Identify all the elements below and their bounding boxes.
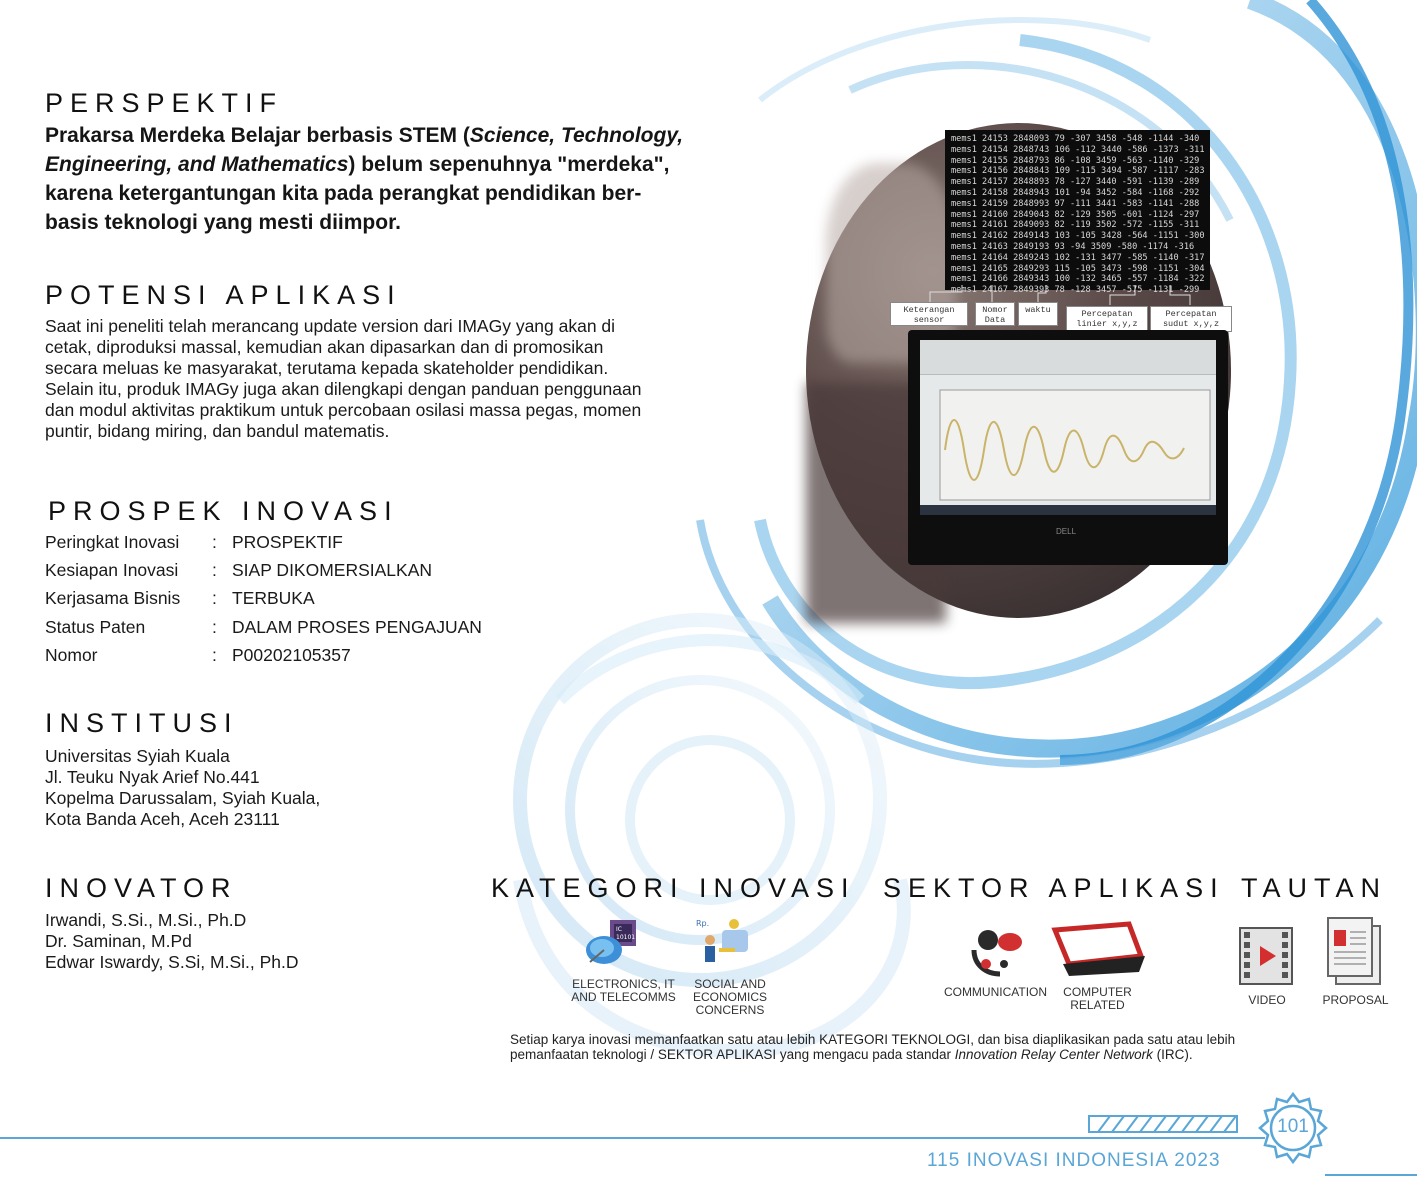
sektor-communication <box>938 920 1053 1010</box>
label-line: COMPUTER <box>1063 985 1132 999</box>
satellite-chip-icon <box>582 916 642 968</box>
prospek-colon: : <box>212 644 217 665</box>
label-line: CONCERNS <box>695 1003 765 1017</box>
oscillation-waveform <box>940 390 1210 500</box>
label-line: ECONOMICS <box>692 990 767 1004</box>
terminal-line: mems1 24160 2849043 82 -129 3505 -601 -1124 -297 <box>951 209 1200 220</box>
proposal-link[interactable] <box>1318 916 1393 1011</box>
terminal-line: mems1 24163 2849193 93 -94 3509 -580 -1174 -316 <box>951 241 1195 252</box>
potensi-line: secara meluas ke masyarakat, terutama kepada skateholder pendidikan. <box>45 358 609 378</box>
prospek-colon: : <box>212 559 217 580</box>
potensi-line: Selain itu, produk IMAGy juga akan dilengkapi dengan panduan penggunaan <box>45 379 642 399</box>
address-line: Universitas Syiah Kuala <box>45 746 230 766</box>
prospek-row <box>45 556 525 584</box>
tautan-heading: TAUTAN <box>1241 873 1387 903</box>
note-line <box>510 1047 1390 1062</box>
terminal-line: mems1 24162 2849143 103 -105 3428 -564 -1151 -300 <box>951 231 1205 242</box>
inovator-name: Edwar Iswardy, S.Si, M.Si., Ph.D <box>45 952 299 972</box>
sektor-label: COMMUNICATION <box>943 985 1048 999</box>
prospek-value: TERBUKA <box>232 588 315 609</box>
terminal-line: mems1 24166 2849343 100 -132 3465 -557 -1184 -322 <box>951 274 1205 285</box>
potensi-text <box>45 316 775 442</box>
footer-title: 115 INOVASI INDONESIA 2023 <box>927 1150 1221 1171</box>
footer-rule-right <box>1325 1174 1417 1176</box>
potensi-line: puntir, bidang miring, dan bandul matematis. <box>45 421 390 441</box>
prospek-key: Peringkat Inovasi <box>45 531 180 552</box>
video-icon <box>1238 926 1294 986</box>
perspektif-line: karena ketergantungan kita pada perangkat pendidikan ber- <box>45 182 642 205</box>
kategori-label <box>566 978 681 1004</box>
legend-connector-lines <box>880 285 1240 310</box>
inovator-name: Dr. Saminan, M.Pd <box>45 931 192 951</box>
perspektif-line <box>45 150 785 179</box>
prospek-key: Status Paten <box>45 616 146 637</box>
proposal-document-icon <box>1326 916 1386 988</box>
sektor-heading: SEKTOR APLIKASI <box>883 873 1225 903</box>
terminal-line: mems1 24156 2848843 109 -115 3494 -587 -1117 -283 <box>951 166 1205 177</box>
prospek-value: P00202105357 <box>232 644 351 665</box>
terminal-line: mems1 24161 2849093 82 -119 3502 -572 -1155 -311 <box>951 220 1200 231</box>
proposal-label: PROPOSAL <box>1322 993 1389 1007</box>
terminal-line: mems1 24165 2849293 115 -105 3473 -598 -1151 -304 <box>951 263 1205 274</box>
note-line: Setiap karya inovasi memanfaatkan satu atau lebih KATEGORI TEKNOLOGI, dan bisa diaplikasikan pada satu atau lebih <box>510 1032 1236 1047</box>
kategori-social-economics <box>680 916 780 1026</box>
label-line: AND TELECOMMS <box>571 990 676 1004</box>
perspektif-line: basis teknologi yang mesti diimpor. <box>45 211 401 234</box>
terminal-line: mems1 24159 2848993 97 -111 3441 -583 -1141 -288 <box>951 198 1200 209</box>
prospek-value: PROSPEKTIF <box>232 531 343 552</box>
institusi-heading: INSTITUSI <box>45 708 239 738</box>
prospek-colon: : <box>212 588 217 609</box>
terminal-line: mems1 24164 2849243 102 -131 3477 -585 -1140 -317 <box>951 252 1205 263</box>
prospek-colon: : <box>212 531 217 552</box>
label-line: SOCIAL AND <box>694 977 766 991</box>
potensi-heading: POTENSI APLIKASI <box>45 280 402 310</box>
prospek-value: SIAP DIKOMERSIALKAN <box>232 559 433 580</box>
terminal-line: mems1 24157 2848893 78 -127 3440 -591 -1139 -289 <box>951 177 1200 188</box>
inovator-name: Irwandi, S.Si., M.Si., Ph.D <box>45 910 247 930</box>
taskbar <box>920 505 1216 515</box>
kategori-electronics <box>566 916 681 1016</box>
perspektif-heading: PERSPEKTIF <box>45 88 284 118</box>
terminal-line: mems1 24167 2849393 78 -128 3457 -575 -1131 -299 <box>951 285 1200 296</box>
irc-note <box>510 1032 1390 1062</box>
potensi-line: Saat ini peneliti telah merancang update version dari IMAGy yang akan di <box>45 316 616 336</box>
address-line: Kota Banda Aceh, Aceh 23111 <box>45 809 280 829</box>
terminal-line: mems1 24153 2848093 79 -307 3458 -548 -1144 -340 <box>951 134 1200 144</box>
prospek-row <box>45 528 525 556</box>
address-line: Jl. Teuku Nyak Arief No.441 <box>45 767 260 787</box>
sektor-computer <box>1045 920 1150 1020</box>
sektor-label <box>1045 986 1150 1012</box>
address-line: Kopelma Darussalam, Syiah Kuala, <box>45 788 321 808</box>
prospek-key: Kesiapan Inovasi <box>45 559 179 580</box>
perspektif-text <box>45 121 785 237</box>
legend-line: Data <box>984 315 1006 325</box>
legend-line: Percepatan <box>1081 309 1133 319</box>
legend-line: Nomor <box>982 305 1008 315</box>
prospek-key: Nomor <box>45 644 98 665</box>
inovator-heading: INOVATOR <box>45 873 238 903</box>
chip-text-2: 10101 <box>616 934 636 941</box>
video-label: VIDEO <box>1248 993 1286 1007</box>
text-span: pemanfaatan teknologi / SEKTOR APLIKASI yang mengacu pada standar <box>510 1047 955 1062</box>
kategori-heading: KATEGORI INOVASI <box>491 873 856 903</box>
laptop-screen <box>920 340 1216 515</box>
computer-icon <box>1049 920 1145 978</box>
footer-hatch-icon <box>1088 1112 1256 1134</box>
screen-toolbar <box>920 340 1216 375</box>
social-economics-icon <box>692 916 752 968</box>
text-span-italic: Science, Technology, <box>469 124 684 147</box>
prospek-colon: : <box>212 616 217 637</box>
rp-text: Rp. <box>696 919 710 928</box>
terminal-line: mems1 24158 2848943 101 -94 3452 -584 -1168 -292 <box>951 187 1200 198</box>
text-span-italic: Engineering, and Mathematics <box>45 153 349 176</box>
text-span-italic: Innovation Relay Center Network <box>954 1047 1153 1062</box>
perspektif-line <box>45 121 785 150</box>
legend-line: Percepatan <box>1165 309 1217 319</box>
prospek-heading: PROSPEK INOVASI <box>48 496 399 526</box>
legend-line: waktu <box>1025 305 1051 315</box>
terminal-line: mems1 24154 2848743 106 -112 3440 -586 -1373 -311 <box>951 144 1205 155</box>
terminal-line: mems1 24155 2848793 86 -108 3459 -563 -1140 -329 <box>951 155 1200 166</box>
text-span: ) belum sepenuhnya "merdeka", <box>348 153 670 176</box>
prospek-row <box>45 613 525 641</box>
label-line: ELECTRONICS, IT <box>572 977 675 991</box>
potensi-line: dan modul aktivitas praktikum untuk percobaan osilasi massa pegas, momen <box>45 400 642 420</box>
laptop-brand: DELL <box>1056 527 1077 536</box>
prospek-value: DALAM PROSES PENGAJUAN <box>232 616 482 637</box>
legend-line: Keterangan <box>903 305 955 315</box>
prospek-row <box>45 585 525 613</box>
institusi-address <box>45 746 320 830</box>
terminal-output <box>945 130 1210 296</box>
legend-line: sensor <box>913 315 945 325</box>
inovator-list <box>45 910 299 973</box>
label-line: RELATED <box>1070 998 1125 1012</box>
legend-line: linier x,y,z <box>1076 319 1138 329</box>
chip-text-1: IC <box>616 926 622 933</box>
kategori-label <box>680 978 780 1017</box>
prospek-key: Kerjasama Bisnis <box>45 588 181 609</box>
prospek-row <box>45 641 525 669</box>
potensi-line: cetak, diproduksi massal, kemudian akan dipasarkan dan di promosikan <box>45 337 604 357</box>
text-span: (IRC). <box>1152 1047 1193 1062</box>
video-link[interactable] <box>1232 926 1302 1011</box>
communication-icon <box>966 920 1026 978</box>
page-number: 101 <box>1277 1116 1309 1137</box>
laptop <box>908 330 1228 565</box>
legend-line: sudut x,y,z <box>1162 319 1220 329</box>
prospek-table <box>45 528 525 669</box>
footer-rule <box>0 1137 1265 1139</box>
text-span: Prakarsa Merdeka Belajar berbasis STEM ( <box>45 124 470 147</box>
